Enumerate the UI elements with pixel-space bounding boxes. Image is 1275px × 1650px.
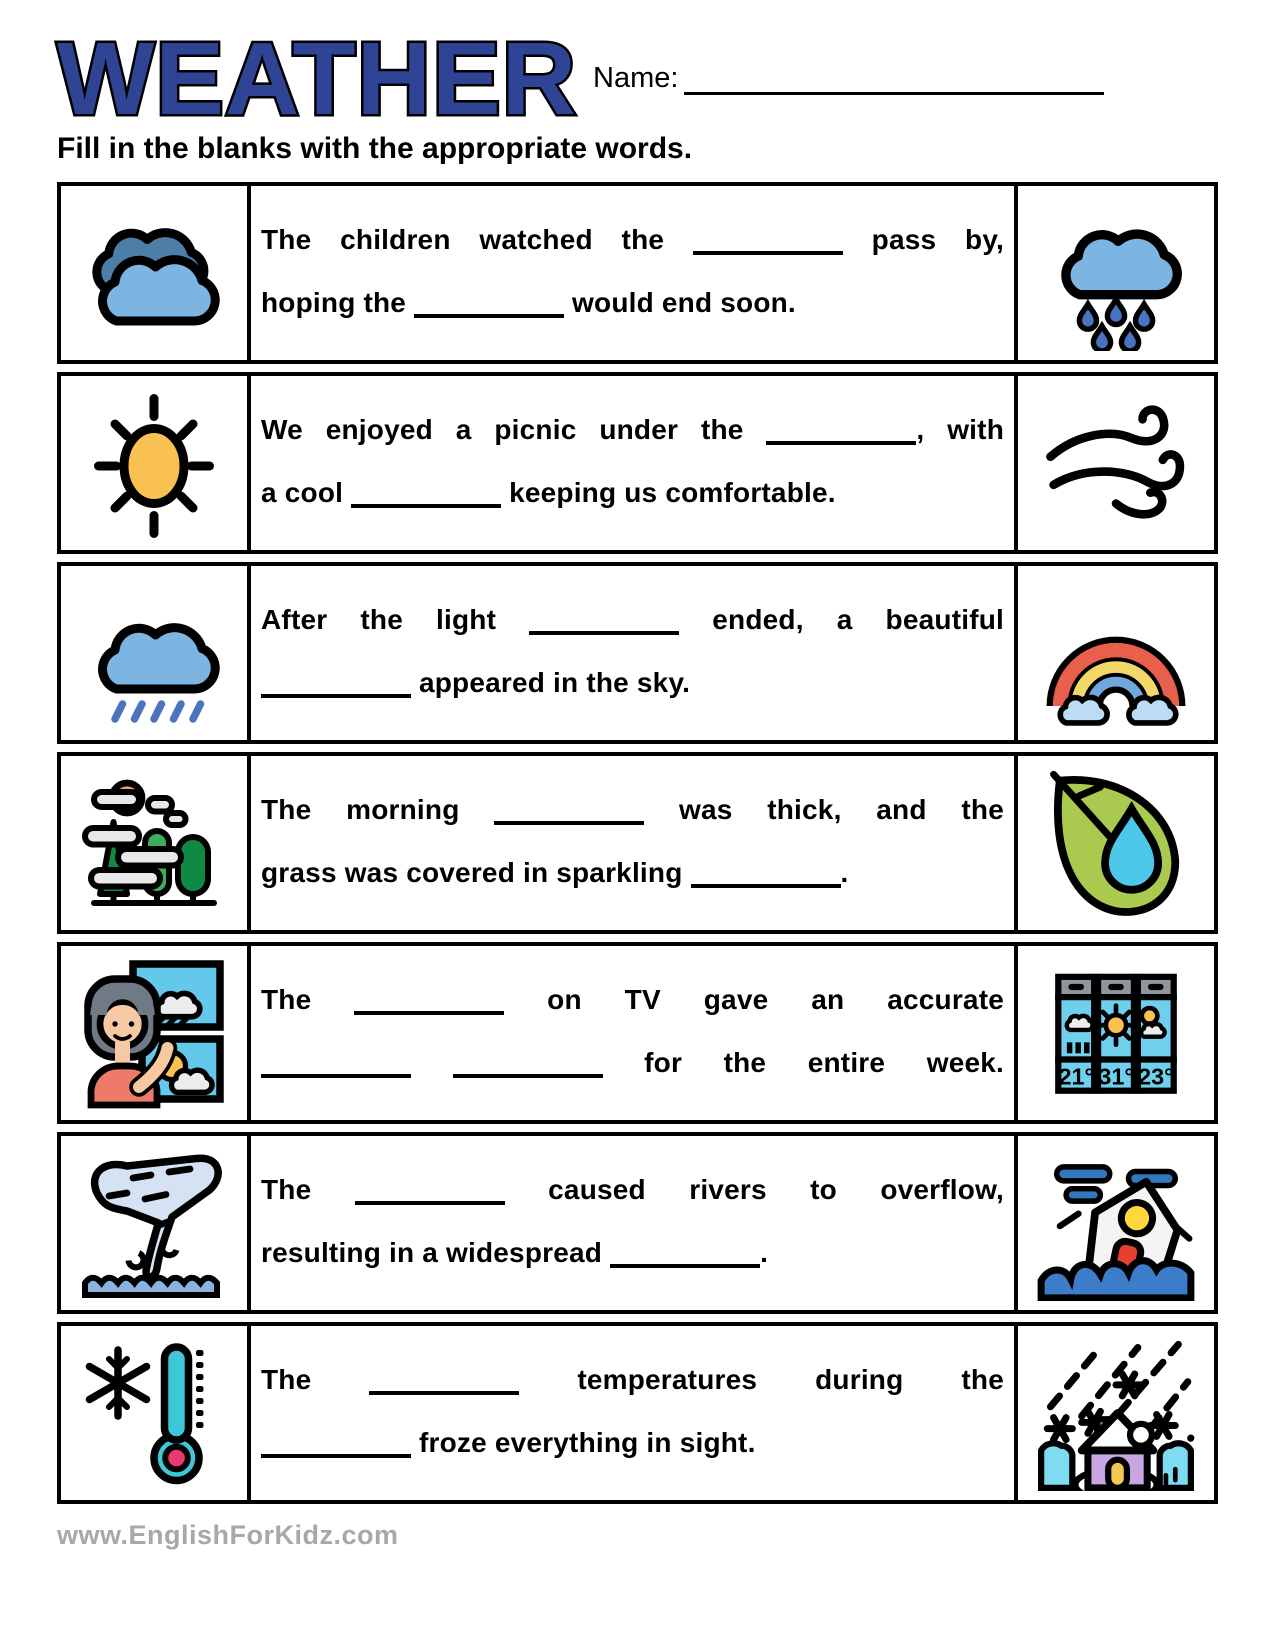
fill-in-blank[interactable]: [529, 603, 679, 635]
name-input-line[interactable]: [684, 60, 1104, 95]
clouds-icon: [61, 186, 247, 360]
blizzard-house-icon: [1018, 1326, 1214, 1500]
name-label: Name:: [593, 62, 679, 94]
fill-in-blank[interactable]: [766, 413, 916, 445]
fill-in-blank[interactable]: [693, 223, 843, 255]
worksheet-row: [57, 942, 1218, 1124]
worksheet-row: [57, 752, 1218, 934]
sentence-cell: [247, 186, 1018, 360]
worksheet-rows: [57, 182, 1218, 1504]
sentence-line: After the light ended, a beautiful: [261, 604, 1005, 636]
sentence-cell: [247, 1136, 1018, 1310]
sentence-line: The on TV gave an accurate: [261, 984, 1005, 1016]
fill-in-blank[interactable]: [453, 1046, 603, 1078]
sentence-line: The caused rivers to overflow,: [261, 1174, 1004, 1206]
svg-text:21°: 21°: [1058, 1063, 1094, 1090]
instructions-text: Fill in the blanks with the appropriate words.: [57, 131, 693, 165]
svg-text:23°: 23°: [1138, 1063, 1174, 1090]
fog-forest-icon: [61, 756, 247, 930]
fill-in-blank[interactable]: [369, 1363, 519, 1395]
forecast-calendar-icon: [1018, 946, 1214, 1120]
sentence-line: The morning was thick, and the: [261, 794, 1004, 826]
fill-in-blank[interactable]: [494, 793, 644, 825]
worksheet-row: [57, 1322, 1218, 1504]
wind-icon: [1018, 376, 1214, 550]
fill-in-blank[interactable]: [261, 1046, 411, 1078]
fill-in-blank[interactable]: [355, 1173, 505, 1205]
fill-in-blank[interactable]: [351, 476, 501, 508]
worksheet-row: [57, 182, 1218, 364]
sentence-cell: [247, 946, 1018, 1120]
website-footer: www.EnglishForKidz.com: [57, 1519, 399, 1550]
weather-reporter-icon: [61, 946, 247, 1120]
fill-in-blank[interactable]: [691, 856, 841, 888]
worksheet-header: [57, 21, 1218, 136]
sentence-line: The temperatures during the: [261, 1364, 1004, 1396]
sentence-line: We enjoyed a picnic under the , with: [261, 414, 1004, 446]
worksheet-row: [57, 1132, 1218, 1314]
sentence-cell: [247, 1326, 1018, 1500]
freeze-thermometer-icon: [61, 1326, 247, 1500]
sun-icon: [61, 376, 247, 550]
rain-cloud-drops-icon: [1018, 186, 1214, 360]
rain-cloud-icon: [61, 566, 247, 740]
flood-house-icon: [1018, 1136, 1214, 1310]
worksheet-row: [57, 372, 1218, 554]
sentence-cell: [247, 756, 1018, 930]
sentence-line: The children watched the pass by,: [261, 224, 1004, 256]
sentence-line: grass was covered in sparkling .: [261, 856, 849, 888]
fill-in-blank[interactable]: [261, 666, 411, 698]
sentence-line: a cool keeping us comfortable.: [261, 476, 836, 508]
rainbow-icon: [1018, 566, 1214, 740]
svg-text:31°: 31°: [1098, 1063, 1134, 1090]
sentence-line: froze everything in sight.: [261, 1426, 1004, 1459]
sentence-line: resulting in a widespread .: [261, 1236, 769, 1268]
sentence-line: for the entire week.: [261, 1046, 1004, 1079]
sentence-line: hoping the would end soon.: [261, 286, 796, 318]
fill-in-blank[interactable]: [354, 983, 504, 1015]
fill-in-blank[interactable]: [610, 1236, 760, 1268]
sentence-cell: [247, 376, 1018, 550]
dew-leaf-icon: [1018, 756, 1214, 930]
page-title: WEATHER: [57, 21, 578, 136]
fill-in-blank[interactable]: [414, 286, 564, 318]
sentence-cell: [247, 566, 1018, 740]
name-block: [593, 60, 1218, 95]
sentence-line: appeared in the sky.: [261, 666, 1004, 699]
tornado-icon: [61, 1136, 247, 1310]
worksheet-row: [57, 562, 1218, 744]
fill-in-blank[interactable]: [261, 1426, 411, 1458]
